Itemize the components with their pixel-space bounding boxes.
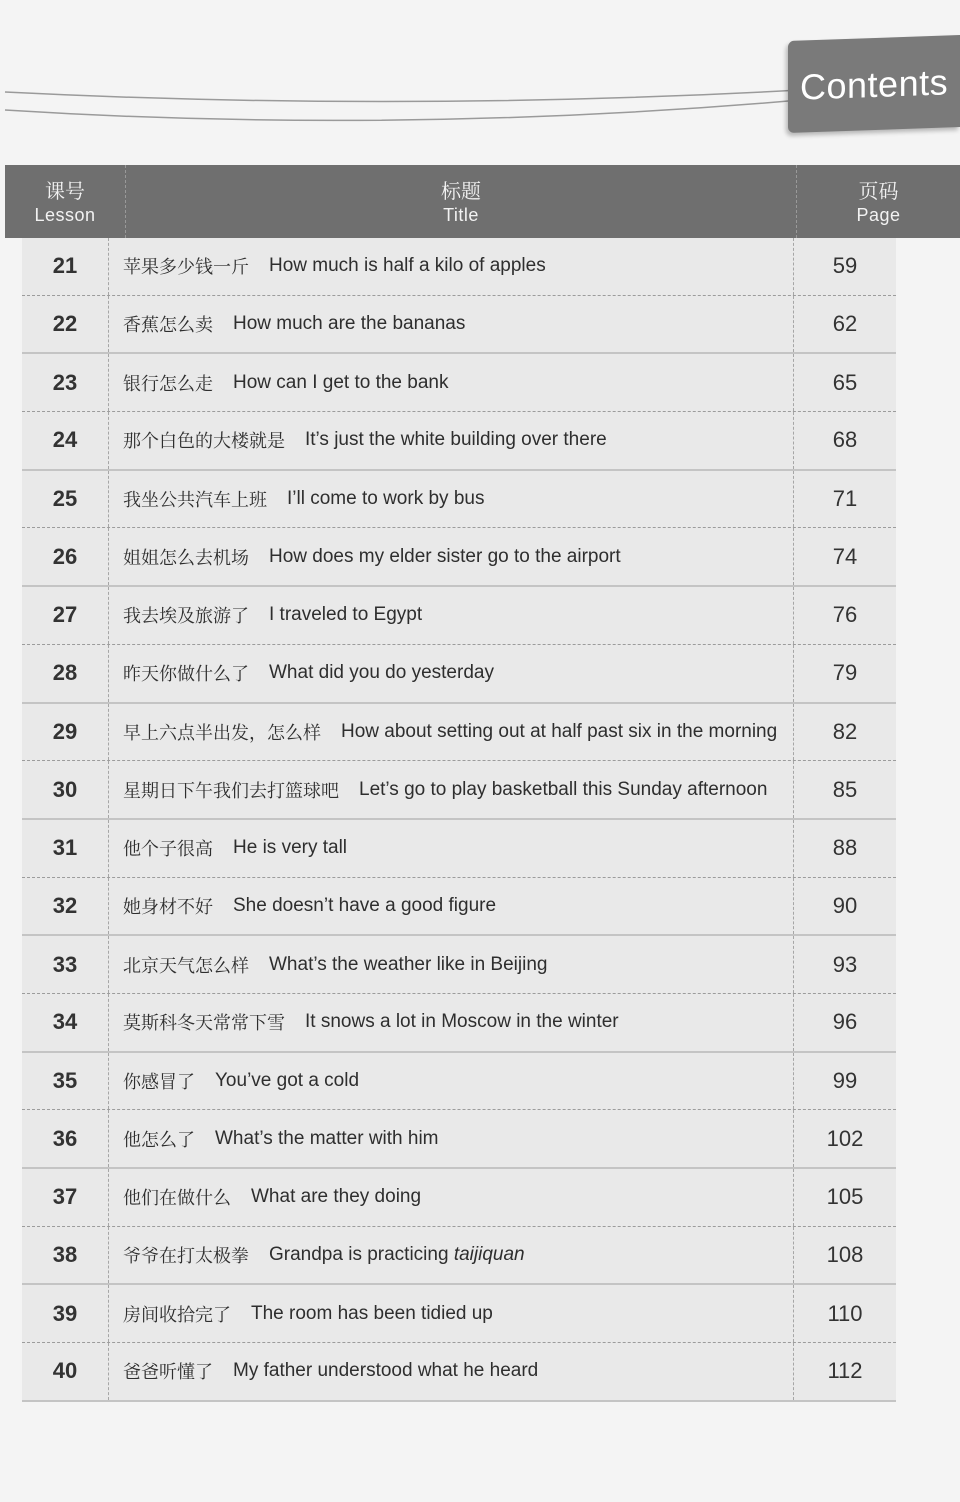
lesson-number: 26 (22, 528, 109, 585)
lesson-title-en: My father understood what he heard (233, 1360, 539, 1382)
lesson-title[interactable] (109, 587, 794, 644)
lesson-title-en: How much are the bananas (233, 313, 466, 335)
page-number: 65 (832, 369, 858, 395)
lesson-title[interactable] (109, 1053, 794, 1110)
lesson-title[interactable] (109, 296, 794, 353)
page-number: 99 (832, 1067, 858, 1093)
page-number: 88 (832, 835, 858, 861)
page-number: 79 (832, 660, 858, 686)
lesson-title-cn: 他怎么了 (123, 1129, 195, 1151)
lesson-title[interactable] (109, 1169, 794, 1226)
lesson-number: 28 (22, 645, 109, 702)
lesson-title-en: How much is half a kilo of apples (269, 255, 546, 277)
table-row[interactable] (22, 761, 896, 820)
page-number: 110 (827, 1300, 863, 1326)
table-row[interactable] (22, 1169, 896, 1227)
lesson-title-cn: 莫斯科冬天常常下雪 (123, 1013, 285, 1035)
lesson-title[interactable] (109, 412, 794, 469)
lesson-title[interactable] (109, 878, 794, 935)
lesson-title-en: Let’s go to play basketball this Sunday afternoon (359, 778, 768, 800)
lesson-number: 23 (22, 354, 109, 411)
lesson-number: 27 (22, 587, 109, 644)
lesson-number: 38 (22, 1227, 109, 1284)
table-row[interactable] (22, 704, 896, 762)
header-title-cn: 标题 (441, 178, 481, 203)
lesson-number: 29 (22, 704, 109, 761)
table-body (22, 238, 896, 1402)
lesson-number: 39 (22, 1285, 109, 1342)
lesson-number: 25 (22, 471, 109, 528)
header-page-cn: 页码 (858, 178, 899, 203)
lesson-title[interactable] (109, 238, 794, 295)
lesson-title[interactable] (109, 761, 794, 818)
page-number: 102 (826, 1125, 864, 1151)
lesson-title[interactable] (109, 1285, 794, 1342)
lesson-title[interactable] (109, 1343, 794, 1400)
lesson-title-cn: 爸爸听懂了 (123, 1362, 213, 1384)
lesson-title-en: What are they doing (251, 1186, 422, 1208)
lesson-title-en: The room has been tidied up (251, 1302, 493, 1324)
table-row[interactable] (22, 354, 896, 412)
lesson-title[interactable] (109, 528, 794, 585)
lesson-title[interactable] (109, 994, 794, 1051)
lesson-title[interactable] (109, 820, 794, 877)
lesson-title-cn: 房间收拾完了 (123, 1304, 231, 1326)
table-header (5, 165, 960, 238)
header-page-en: Page (856, 204, 901, 225)
lesson-number: 32 (22, 878, 109, 935)
lesson-number: 22 (22, 296, 109, 353)
page-number: 108 (826, 1242, 864, 1268)
header-lesson-en: Lesson (34, 204, 96, 225)
page-number: 74 (832, 543, 858, 569)
lesson-title-en: He is very tall (233, 837, 348, 859)
page-number: 59 (832, 253, 858, 279)
lesson-title-cn: 北京天气怎么样 (123, 955, 249, 977)
table-row[interactable] (22, 645, 896, 704)
lesson-title-en: It’s just the white building over there (305, 429, 607, 451)
lesson-number: 36 (22, 1110, 109, 1167)
table-row[interactable] (22, 471, 896, 529)
lesson-title[interactable] (109, 1227, 794, 1284)
table-row[interactable] (22, 994, 896, 1053)
page-number: 68 (832, 427, 858, 453)
lesson-number: 35 (22, 1053, 109, 1110)
lesson-title-cn: 他个子很高 (123, 839, 213, 861)
lesson-title-en: How does my elder sister go to the airport (269, 545, 621, 567)
lesson-title-cn: 香蕉怎么卖 (123, 315, 213, 337)
lesson-title-en: I traveled to Egypt (269, 604, 423, 626)
page-number: 71 (832, 486, 858, 512)
page-number: 105 (826, 1184, 864, 1210)
lesson-title[interactable] (109, 354, 794, 411)
lesson-title-cn: 爷爷在打太极拳 (123, 1246, 249, 1268)
header-lesson-cn: 课号 (45, 178, 85, 203)
lesson-title-en: What’s the matter with him (215, 1127, 439, 1149)
lesson-title-cn: 我去埃及旅游了 (123, 606, 249, 628)
lesson-title-cn: 姐姐怎么去机场 (123, 547, 249, 569)
table-row[interactable] (22, 936, 896, 994)
table-row[interactable] (22, 412, 896, 471)
page-number: 90 (832, 892, 858, 918)
lesson-number: 37 (22, 1169, 109, 1226)
lesson-title-cn: 银行怎么走 (123, 373, 213, 395)
lesson-title-en-italic: taijiquan (453, 1244, 525, 1266)
lesson-number: 31 (22, 820, 109, 877)
lesson-title-cn: 早上六点半出发，怎么样 (123, 722, 321, 744)
table-row[interactable] (22, 528, 896, 587)
lesson-title-en: How can I get to the bank (233, 371, 449, 393)
table-row[interactable] (22, 1053, 896, 1111)
lesson-title-en: Grandpa is practicing (269, 1244, 454, 1266)
lesson-title-en: She doesn’t have a good figure (233, 894, 497, 916)
header-title (126, 165, 797, 238)
table-row[interactable] (22, 238, 896, 296)
lesson-title-en: You’ve got a cold (215, 1069, 360, 1091)
lesson-title-en: It snows a lot in Moscow in the winter (305, 1011, 619, 1033)
page-number: 96 (832, 1009, 858, 1035)
lesson-title-cn: 星期日下午我们去打篮球吧 (123, 780, 339, 802)
contents-tab (788, 35, 960, 133)
contents-title: Contents (800, 61, 949, 108)
table-of-contents (5, 165, 960, 1402)
table-row[interactable] (22, 296, 896, 355)
lesson-title[interactable] (109, 645, 794, 702)
page-number: 112 (827, 1358, 863, 1384)
lesson-title[interactable] (109, 471, 794, 528)
lesson-title-cn: 她身材不好 (123, 896, 213, 918)
lesson-title-cn: 苹果多少钱一斤 (123, 257, 249, 279)
page-number: 76 (832, 602, 858, 628)
lesson-number: 30 (22, 761, 109, 818)
lesson-title-en: How about setting out at half past six in the morning (341, 720, 778, 742)
lesson-title-cn: 我坐公共汽车上班 (123, 490, 267, 512)
lesson-number: 34 (22, 994, 109, 1051)
lesson-number: 33 (22, 936, 109, 993)
table-row[interactable] (22, 1227, 896, 1286)
table-row[interactable] (22, 587, 896, 645)
lesson-title[interactable] (109, 936, 794, 993)
table-row[interactable] (22, 1285, 896, 1343)
lesson-title-en: What’s the weather like in Beijing (269, 953, 548, 975)
table-row[interactable] (22, 820, 896, 878)
page-number: 62 (832, 311, 858, 337)
lesson-title-cn: 昨天你做什么了 (123, 664, 249, 686)
lesson-title[interactable] (109, 1110, 794, 1167)
lesson-title-cn: 那个白色的大楼就是 (123, 431, 285, 453)
lesson-title[interactable] (109, 704, 794, 761)
table-row[interactable] (22, 1343, 896, 1402)
lesson-title-cn: 你感冒了 (123, 1071, 195, 1093)
page-number: 93 (832, 951, 858, 977)
header-page (797, 165, 960, 238)
page-number: 82 (832, 718, 858, 744)
lesson-title-cn: 他们在做什么 (123, 1188, 231, 1210)
table-row[interactable] (22, 878, 896, 937)
lesson-number: 40 (22, 1343, 109, 1400)
lesson-title-en: I’ll come to work by bus (287, 488, 485, 510)
table-row[interactable] (22, 1110, 896, 1169)
lesson-number: 24 (22, 412, 109, 469)
header-lesson (5, 165, 126, 238)
page-number: 85 (832, 776, 858, 802)
lesson-number: 21 (22, 238, 109, 295)
header-title-en: Title (443, 204, 479, 225)
lesson-title-en: What did you do yesterday (269, 662, 494, 684)
